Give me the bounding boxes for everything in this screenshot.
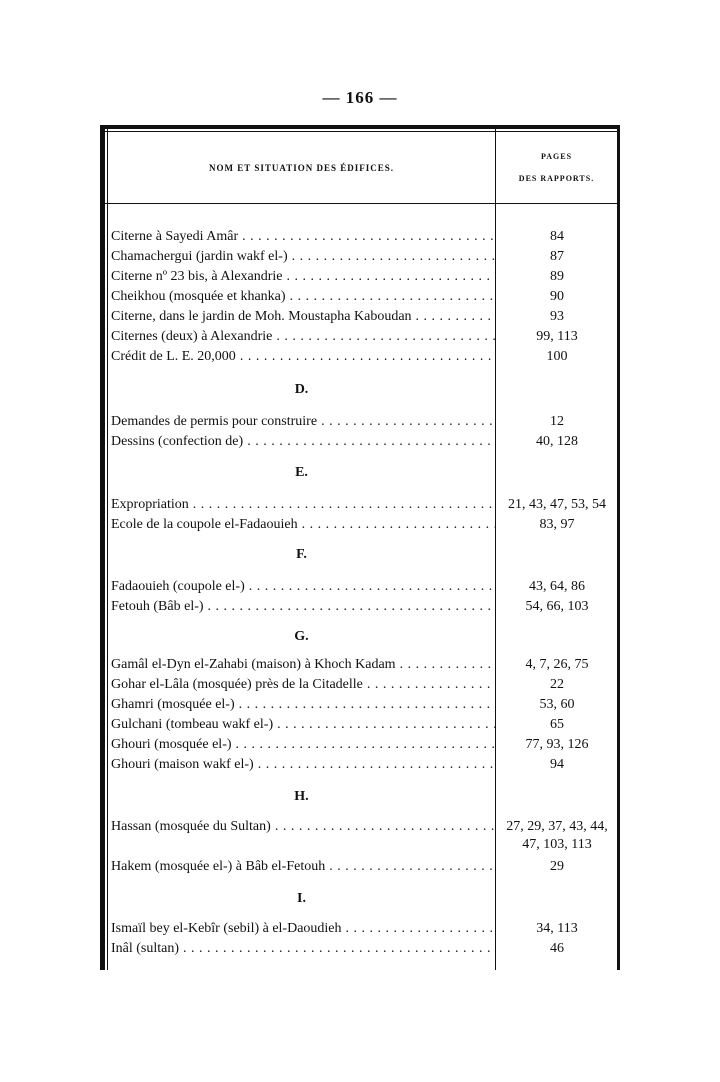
entry-pages: 46 [550,941,564,956]
section-letter-h: H. [294,789,309,804]
entry-name: Demandes de permis pour construire . . . [111,412,495,432]
entry-name: Citernes (deux) à Alexandrie . . . [111,327,495,347]
entry-pages: 27, 29, 37, 43, 44, [506,819,608,834]
entry-pages: 99, 113 [536,329,578,344]
entry-pages: 84 [550,229,564,244]
index-entry [108,577,618,597]
entry-pages: 90 [550,289,564,304]
page-number: — 166 — [322,88,398,107]
entry-name: Ecole de la coupole el-Fadaouieh . . . [111,515,495,535]
entry-name: Gohar el-Lâla (mosquée) près de la Citadelle . . . [111,675,495,695]
entry-pages: 65 [550,717,564,732]
index-entry [108,715,618,735]
entry-name: Citerne nº 23 bis, à Alexandrie . . . [111,267,495,287]
index-entry [108,495,618,515]
entry-pages: 43, 64, 86 [529,579,585,594]
left-border [100,125,105,970]
entry-name: Hassan (mosquée du Sultan) . . . [111,817,495,837]
entry-pages: 54, 66, 103 [525,599,589,614]
index-entry [108,939,618,959]
entry-name: Gulchani (tombeau wakf el-) . . . [111,715,495,735]
index-entry [108,857,618,877]
column-header-pages [496,151,617,185]
entry-name: Gamâl el-Dyn el-Zahabi (maison) à Khoch Kadam . . . [111,655,495,675]
index-entry [108,817,618,855]
entry-pages: 89 [550,269,564,284]
index-entry [108,755,618,775]
index-entry [108,347,618,367]
column-header-pages-line2: DES RAPPORTS. [518,174,595,183]
index-entry [108,735,618,755]
index-entry [108,675,618,695]
entry-name: Crédit de L. E. 20,000 . . . [111,347,495,367]
entry-pages: 83, 97 [539,517,575,532]
entry-pages: 94 [550,757,564,772]
entry-name: Ghouri (maison wakf el-) . . . [111,755,495,775]
entry-name: Ghouri (mosquée el-) . . . [111,735,495,755]
column-header-name: NOM ET SITUATION DES ÉDIFICES. [209,163,394,173]
entry-pages-continued: 47, 103, 113 [522,837,592,852]
header-divider [100,203,620,204]
section-letter-e: E. [295,465,308,480]
index-entry [108,597,618,617]
index-entry [108,655,618,675]
entry-name: Fetouh (Bâb el-) . . . [111,597,495,617]
entry-name: Ghamri (mosquée el-) . . . [111,695,495,715]
entry-pages: 93 [550,309,564,324]
index-entry [108,515,618,535]
entry-name: Citerne à Sayedi Amâr . . . [111,227,495,247]
entry-name: Dessins (confection de) . . . [111,432,495,452]
entry-name: Hakem (mosquée el-) à Bâb el-Fetouh . . . [111,857,495,877]
entry-pages: 77, 93, 126 [525,737,589,752]
column-header-pages-line1: PAGES [540,152,573,161]
index-entry [108,695,618,715]
section-letter-f: F. [296,547,307,562]
top-border [100,125,620,129]
section-letter-g: G. [294,629,309,644]
entry-name: Inâl (sultan) . . . [111,939,495,959]
top-border-thin [100,131,620,132]
index-entry [108,327,618,347]
index-entry [108,267,618,287]
entry-pages: 22 [550,677,564,692]
entry-pages: 87 [550,249,564,264]
entry-name: Fadaouieh (coupole el-) . . . [111,577,495,597]
index-entry [108,432,618,452]
entry-pages: 4, 7, 26, 75 [525,657,589,672]
entry-pages: 34, 113 [536,921,578,936]
section-letter-d: D. [294,382,309,397]
index-entry [108,227,618,247]
entry-pages: 100 [546,349,568,364]
index-table [100,125,620,970]
entry-name: Citerne, dans le jardin de Moh. Moustapha Kaboudan . . . [111,307,495,327]
index-entry [108,247,618,267]
entry-pages: 12 [550,414,564,429]
entry-name: Ismaïl bey el-Kebîr (sebil) à el-Daoudieh . . . [111,919,495,939]
entry-pages: 53, 60 [539,697,575,712]
index-entry [108,307,618,327]
entry-pages: 40, 128 [536,434,578,449]
entry-pages: 29 [550,859,564,874]
entry-name: Cheikhou (mosquée et khanka) . . . [111,287,495,307]
section-letter-i: I. [297,891,306,906]
index-entry [108,412,618,432]
entry-name: Chamachergui (jardin wakf el-) . . . [111,247,495,267]
entry-name: Expropriation . . . [111,495,495,515]
entry-pages: 21, 43, 47, 53, 54 [508,497,606,512]
index-entry [108,287,618,307]
index-entry [108,919,618,939]
